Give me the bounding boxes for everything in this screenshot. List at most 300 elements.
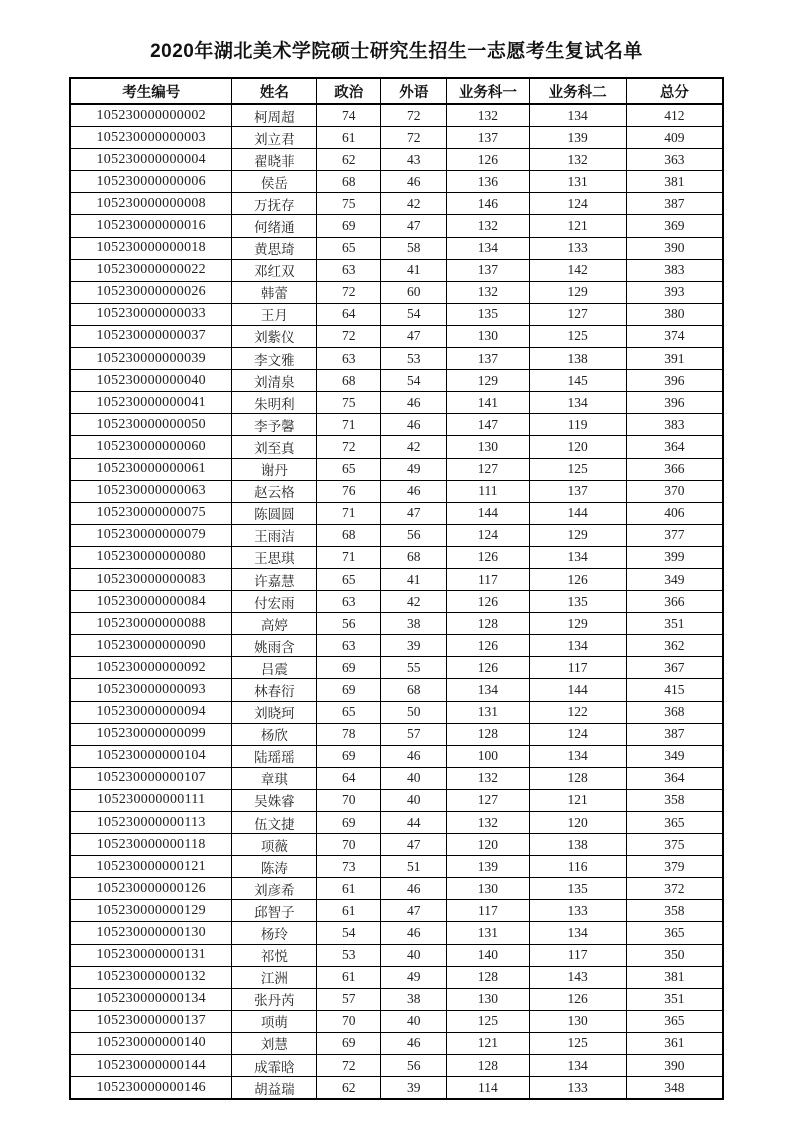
cell-subject-one: 125 [447,1010,529,1032]
cell-politics: 61 [317,878,381,900]
table-row [70,701,723,723]
cell-candidate-id: 105230000000111 [70,789,232,811]
cell-candidate-id: 105230000000003 [70,127,232,149]
cell-subject-two: 134 [529,1055,626,1077]
cell-name: 万抚存 [232,193,317,215]
table-row [70,856,723,878]
cell-politics: 72 [317,1055,381,1077]
table-row [70,834,723,856]
cell-candidate-id: 105230000000080 [70,546,232,568]
cell-subject-one: 126 [447,149,529,171]
cell-total: 372 [626,878,723,900]
table-row [70,789,723,811]
cell-foreign-language: 42 [381,436,447,458]
cell-foreign-language: 49 [381,966,447,988]
cell-politics: 64 [317,303,381,325]
cell-candidate-id: 105230000000094 [70,701,232,723]
cell-name: 吕震 [232,657,317,679]
cell-politics: 69 [317,657,381,679]
table-row [70,524,723,546]
cell-subject-two: 128 [529,767,626,789]
cell-politics: 72 [317,281,381,303]
cell-total: 350 [626,944,723,966]
cell-name: 高婷 [232,613,317,635]
cell-subject-two: 142 [529,259,626,281]
cell-name: 刘至真 [232,436,317,458]
cell-subject-one: 132 [447,812,529,834]
cell-politics: 65 [317,237,381,259]
column-header-foreign-language: 外语 [381,78,447,104]
table-row [70,370,723,392]
table-row [70,1055,723,1077]
table-row [70,414,723,436]
cell-politics: 56 [317,613,381,635]
cell-politics: 54 [317,922,381,944]
cell-subject-one: 100 [447,745,529,767]
cell-politics: 69 [317,1032,381,1054]
cell-total: 362 [626,635,723,657]
cell-subject-one: 137 [447,259,529,281]
cell-subject-one: 132 [447,281,529,303]
cell-total: 399 [626,546,723,568]
cell-name: 邓红双 [232,259,317,281]
cell-candidate-id: 105230000000041 [70,392,232,414]
cell-name: 翟晓菲 [232,149,317,171]
column-header-politics: 政治 [317,78,381,104]
cell-name: 柯周超 [232,104,317,127]
cell-subject-one: 134 [447,679,529,701]
cell-foreign-language: 46 [381,922,447,944]
table-row [70,303,723,325]
cell-subject-two: 133 [529,237,626,259]
table-row [70,568,723,590]
table-row [70,944,723,966]
cell-total: 370 [626,480,723,502]
cell-subject-one: 130 [447,436,529,458]
cell-subject-one: 137 [447,127,529,149]
table-row [70,591,723,613]
cell-total: 393 [626,281,723,303]
cell-foreign-language: 38 [381,988,447,1010]
cell-total: 383 [626,259,723,281]
cell-foreign-language: 46 [381,414,447,436]
cell-name: 李予馨 [232,414,317,436]
cell-subject-two: 130 [529,1010,626,1032]
column-header-name: 姓名 [232,78,317,104]
cell-total: 409 [626,127,723,149]
cell-politics: 75 [317,193,381,215]
cell-foreign-language: 42 [381,591,447,613]
cell-name: 项薇 [232,834,317,856]
cell-foreign-language: 46 [381,1032,447,1054]
cell-subject-one: 127 [447,789,529,811]
cell-politics: 72 [317,436,381,458]
table-row [70,988,723,1010]
cell-foreign-language: 56 [381,524,447,546]
table-row [70,966,723,988]
cell-foreign-language: 42 [381,193,447,215]
cell-subject-one: 131 [447,701,529,723]
cell-foreign-language: 47 [381,325,447,347]
cell-total: 348 [626,1077,723,1100]
cell-name: 付宏雨 [232,591,317,613]
cell-politics: 65 [317,701,381,723]
cell-name: 伍文捷 [232,812,317,834]
cell-subject-one: 129 [447,370,529,392]
cell-subject-one: 117 [447,568,529,590]
cell-subject-one: 140 [447,944,529,966]
cell-total: 390 [626,1055,723,1077]
cell-politics: 71 [317,502,381,524]
cell-subject-two: 134 [529,745,626,767]
cell-subject-one: 132 [447,215,529,237]
cell-name: 刘慧 [232,1032,317,1054]
cell-total: 365 [626,922,723,944]
cell-candidate-id: 105230000000022 [70,259,232,281]
cell-politics: 61 [317,127,381,149]
cell-subject-two: 139 [529,127,626,149]
cell-candidate-id: 105230000000137 [70,1010,232,1032]
cell-politics: 63 [317,591,381,613]
column-header-total: 总分 [626,78,723,104]
cell-total: 379 [626,856,723,878]
cell-subject-one: 128 [447,723,529,745]
cell-foreign-language: 51 [381,856,447,878]
cell-total: 380 [626,303,723,325]
table-row [70,1010,723,1032]
cell-subject-one: 128 [447,613,529,635]
cell-subject-one: 131 [447,922,529,944]
cell-total: 396 [626,392,723,414]
cell-name: 吴姝睿 [232,789,317,811]
cell-candidate-id: 105230000000061 [70,458,232,480]
cell-subject-one: 132 [447,767,529,789]
cell-total: 390 [626,237,723,259]
cell-subject-two: 134 [529,546,626,568]
table-row [70,149,723,171]
cell-total: 375 [626,834,723,856]
cell-candidate-id: 105230000000107 [70,767,232,789]
cell-subject-two: 126 [529,568,626,590]
cell-subject-one: 146 [447,193,529,215]
cell-politics: 62 [317,149,381,171]
cell-subject-one: 139 [447,856,529,878]
cell-subject-one: 126 [447,657,529,679]
cell-foreign-language: 39 [381,635,447,657]
cell-politics: 69 [317,679,381,701]
cell-subject-two: 131 [529,171,626,193]
cell-foreign-language: 46 [381,392,447,414]
cell-subject-two: 121 [529,215,626,237]
cell-politics: 63 [317,348,381,370]
cell-subject-two: 134 [529,392,626,414]
cell-foreign-language: 60 [381,281,447,303]
cell-total: 363 [626,149,723,171]
cell-subject-two: 125 [529,1032,626,1054]
cell-politics: 61 [317,900,381,922]
cell-foreign-language: 40 [381,767,447,789]
cell-politics: 69 [317,215,381,237]
cell-politics: 69 [317,745,381,767]
table-row [70,723,723,745]
cell-foreign-language: 41 [381,259,447,281]
cell-politics: 73 [317,856,381,878]
cell-candidate-id: 105230000000004 [70,149,232,171]
cell-total: 367 [626,657,723,679]
cell-foreign-language: 46 [381,171,447,193]
cell-subject-two: 134 [529,104,626,127]
cell-candidate-id: 105230000000033 [70,303,232,325]
table-row [70,171,723,193]
cell-politics: 70 [317,1010,381,1032]
cell-subject-two: 143 [529,966,626,988]
cell-foreign-language: 58 [381,237,447,259]
cell-subject-two: 120 [529,436,626,458]
cell-candidate-id: 105230000000060 [70,436,232,458]
cell-total: 365 [626,812,723,834]
cell-subject-two: 134 [529,922,626,944]
cell-name: 朱明利 [232,392,317,414]
cell-candidate-id: 105230000000040 [70,370,232,392]
cell-total: 349 [626,745,723,767]
cell-subject-two: 135 [529,878,626,900]
table-row [70,480,723,502]
cell-subject-two: 135 [529,591,626,613]
cell-name: 刘彦希 [232,878,317,900]
cell-total: 366 [626,458,723,480]
cell-subject-one: 135 [447,303,529,325]
cell-politics: 61 [317,966,381,988]
cell-foreign-language: 47 [381,215,447,237]
cell-name: 谢丹 [232,458,317,480]
cell-name: 韩蕾 [232,281,317,303]
cell-foreign-language: 68 [381,679,447,701]
table-row [70,325,723,347]
cell-foreign-language: 50 [381,701,447,723]
cell-foreign-language: 56 [381,1055,447,1077]
cell-total: 377 [626,524,723,546]
cell-candidate-id: 105230000000093 [70,679,232,701]
cell-total: 415 [626,679,723,701]
cell-foreign-language: 47 [381,502,447,524]
cell-subject-two: 129 [529,524,626,546]
cell-candidate-id: 105230000000126 [70,878,232,900]
cell-subject-two: 144 [529,679,626,701]
cell-candidate-id: 105230000000037 [70,325,232,347]
cell-name: 江洲 [232,966,317,988]
cell-candidate-id: 105230000000088 [70,613,232,635]
cell-name: 王月 [232,303,317,325]
cell-name: 赵云格 [232,480,317,502]
table-row [70,193,723,215]
cell-foreign-language: 54 [381,370,447,392]
table-row [70,458,723,480]
cell-subject-two: 122 [529,701,626,723]
cell-subject-two: 133 [529,900,626,922]
table-row [70,436,723,458]
cell-name: 侯岳 [232,171,317,193]
cell-candidate-id: 105230000000039 [70,348,232,370]
cell-candidate-id: 105230000000121 [70,856,232,878]
cell-candidate-id: 105230000000084 [70,591,232,613]
cell-candidate-id: 105230000000144 [70,1055,232,1077]
cell-foreign-language: 40 [381,789,447,811]
cell-name: 刘晓珂 [232,701,317,723]
table-header [70,78,723,104]
cell-subject-two: 145 [529,370,626,392]
cell-name: 林春衍 [232,679,317,701]
cell-foreign-language: 46 [381,480,447,502]
table-row [70,259,723,281]
table-row [70,502,723,524]
cell-foreign-language: 68 [381,546,447,568]
cell-name: 李文雅 [232,348,317,370]
cell-subject-one: 130 [447,325,529,347]
cell-subject-one: 130 [447,878,529,900]
cell-foreign-language: 72 [381,127,447,149]
cell-subject-one: 117 [447,900,529,922]
cell-name: 张丹芮 [232,988,317,1010]
cell-politics: 68 [317,370,381,392]
cell-total: 368 [626,701,723,723]
cell-name: 刘紫仪 [232,325,317,347]
cell-name: 何绪通 [232,215,317,237]
table-row [70,900,723,922]
cell-candidate-id: 105230000000092 [70,657,232,679]
cell-name: 项萌 [232,1010,317,1032]
cell-candidate-id: 105230000000006 [70,171,232,193]
cell-subject-two: 120 [529,812,626,834]
table-row [70,237,723,259]
cell-total: 383 [626,414,723,436]
cell-name: 王雨洁 [232,524,317,546]
table-row [70,215,723,237]
cell-total: 349 [626,568,723,590]
cell-candidate-id: 105230000000118 [70,834,232,856]
cell-name: 胡益瑞 [232,1077,317,1100]
cell-total: 406 [626,502,723,524]
cell-foreign-language: 49 [381,458,447,480]
cell-subject-two: 117 [529,657,626,679]
cell-politics: 68 [317,171,381,193]
cell-subject-two: 124 [529,193,626,215]
cell-subject-one: 141 [447,392,529,414]
cell-foreign-language: 41 [381,568,447,590]
cell-name: 邱智子 [232,900,317,922]
cell-politics: 72 [317,325,381,347]
cell-politics: 53 [317,944,381,966]
cell-total: 369 [626,215,723,237]
table-row [70,767,723,789]
cell-subject-two: 144 [529,502,626,524]
cell-subject-one: 127 [447,458,529,480]
cell-subject-one: 126 [447,635,529,657]
cell-foreign-language: 40 [381,944,447,966]
cell-politics: 63 [317,635,381,657]
cell-subject-two: 132 [529,149,626,171]
cell-candidate-id: 105230000000134 [70,988,232,1010]
cell-subject-two: 125 [529,458,626,480]
table-body [70,104,723,1099]
cell-politics: 71 [317,414,381,436]
cell-total: 361 [626,1032,723,1054]
cell-subject-two: 129 [529,281,626,303]
cell-subject-one: 126 [447,591,529,613]
cell-candidate-id: 105230000000018 [70,237,232,259]
cell-politics: 74 [317,104,381,127]
cell-total: 387 [626,723,723,745]
cell-foreign-language: 43 [381,149,447,171]
cell-subject-one: 114 [447,1077,529,1100]
cell-name: 陈涛 [232,856,317,878]
cell-candidate-id: 105230000000129 [70,900,232,922]
cell-subject-one: 128 [447,966,529,988]
table-row [70,127,723,149]
cell-subject-two: 129 [529,613,626,635]
table-row [70,392,723,414]
cell-subject-one: 144 [447,502,529,524]
cell-foreign-language: 40 [381,1010,447,1032]
cell-total: 364 [626,767,723,789]
cell-candidate-id: 105230000000079 [70,524,232,546]
table-row [70,657,723,679]
cell-candidate-id: 105230000000130 [70,922,232,944]
cell-candidate-id: 105230000000099 [70,723,232,745]
cell-subject-two: 121 [529,789,626,811]
cell-total: 374 [626,325,723,347]
cell-politics: 70 [317,834,381,856]
cell-politics: 69 [317,812,381,834]
table-row [70,104,723,127]
cell-candidate-id: 105230000000090 [70,635,232,657]
cell-foreign-language: 47 [381,900,447,922]
cell-name: 祁悦 [232,944,317,966]
table-header-row [70,78,723,104]
cell-total: 358 [626,900,723,922]
cell-candidate-id: 105230000000113 [70,812,232,834]
cell-subject-two: 133 [529,1077,626,1100]
cell-candidate-id: 105230000000083 [70,568,232,590]
cell-name: 许嘉慧 [232,568,317,590]
cell-candidate-id: 105230000000002 [70,104,232,127]
cell-name: 黄思琦 [232,237,317,259]
cell-subject-two: 138 [529,348,626,370]
cell-total: 358 [626,789,723,811]
cell-foreign-language: 72 [381,104,447,127]
cell-name: 章琪 [232,767,317,789]
table-row [70,745,723,767]
table-row [70,613,723,635]
cell-subject-one: 136 [447,171,529,193]
cell-foreign-language: 46 [381,745,447,767]
cell-subject-two: 126 [529,988,626,1010]
cell-subject-two: 137 [529,480,626,502]
cell-total: 391 [626,348,723,370]
cell-politics: 71 [317,546,381,568]
cell-total: 351 [626,613,723,635]
cell-foreign-language: 54 [381,303,447,325]
cell-candidate-id: 105230000000008 [70,193,232,215]
cell-subject-one: 111 [447,480,529,502]
cell-total: 365 [626,1010,723,1032]
table-row [70,812,723,834]
cell-subject-one: 124 [447,524,529,546]
table-row [70,635,723,657]
cell-candidate-id: 105230000000132 [70,966,232,988]
cell-name: 成霏晗 [232,1055,317,1077]
cell-name: 杨玲 [232,922,317,944]
cell-subject-one: 130 [447,988,529,1010]
